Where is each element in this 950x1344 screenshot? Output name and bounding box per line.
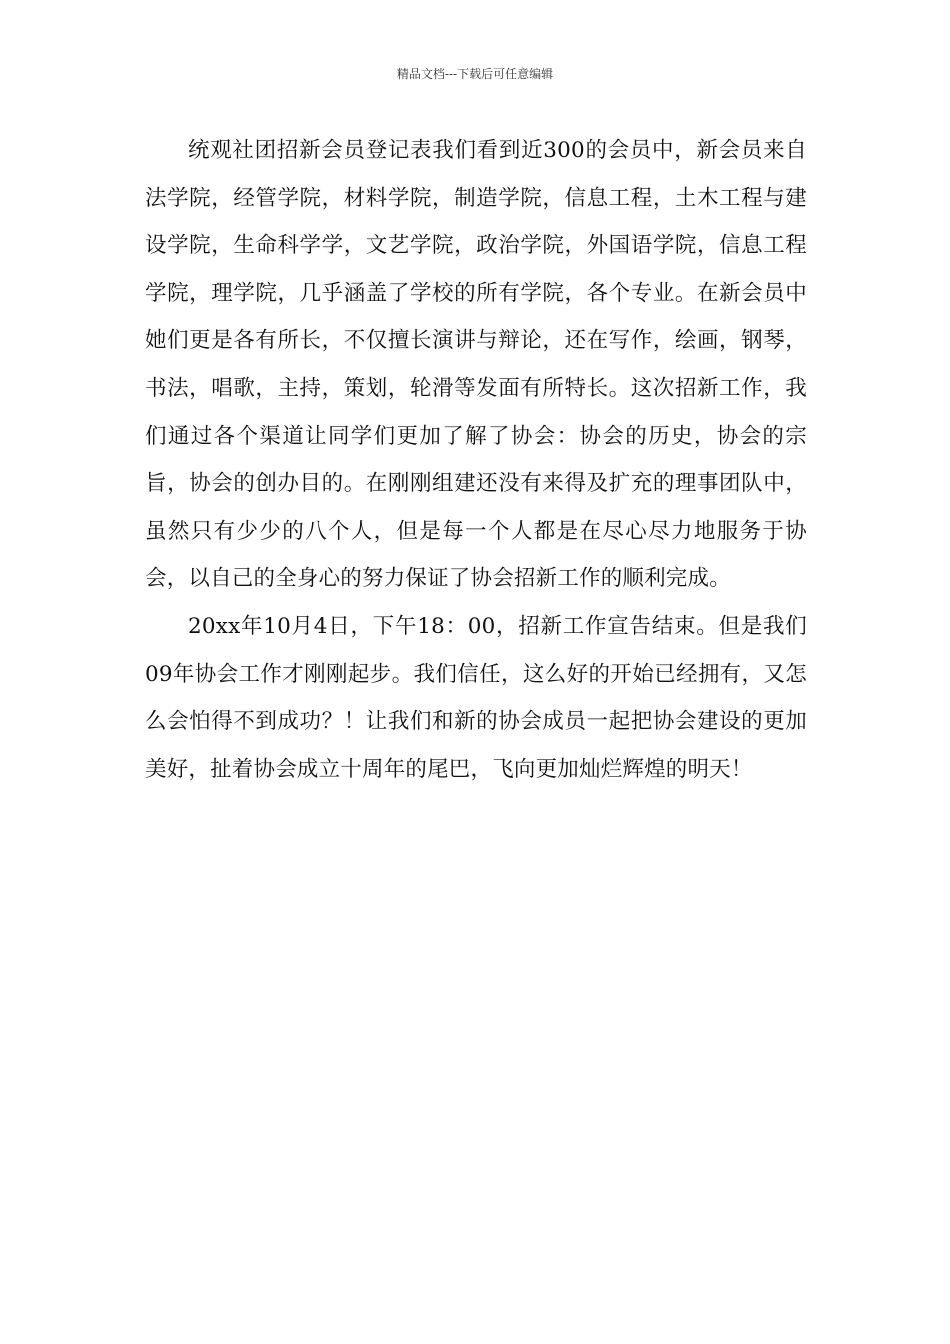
paragraph-conclusion: 20xx年10月4日，下午18：00，招新工作宣告结束。但是我们09年协会工作才刚刚起步。我们信任，这么好的开始已经拥有，又怎么会怕得不到成功？！让我们和新的协会成员一起把协会建设的更加美好，扯着协会成立十周年的尾巴，飞向更加灿烂辉煌的明天！ (145, 613, 807, 782)
paragraph-recruitment-summary: 统观社团招新会员登记表我们看到近300的会员中，新会员来自法学院，经管学院，材料学院，制造学院，信息工程，土木工程与建设学院，生命科学学，文艺学院，政治学院，外国语学院，信息工程学院，理学院，几乎涵盖了学校的所有学院，各个专业。在新会员中她们更是各有所长，不仅擅长演讲与辩论，还在写作，绘画，钢琴，书法，唱歌，主持，策划，轮滑等发面有所特长。这次招新工作，我们通过各个渠道让同学们更加了解了协会：协会的历史，协会的宗旨，协会的创办目的。在刚刚组建还没有来得及扩充的理事团队中，虽然只有少少的八个人，但是每一个人都是在尽心尽力地服务于协会，以自己的全身心的努力保证了协会招新工作的顺利完成。 (145, 138, 807, 592)
document-body (145, 127, 807, 793)
page-header: 精品文档---下载后可任意编辑 (396, 67, 554, 81)
